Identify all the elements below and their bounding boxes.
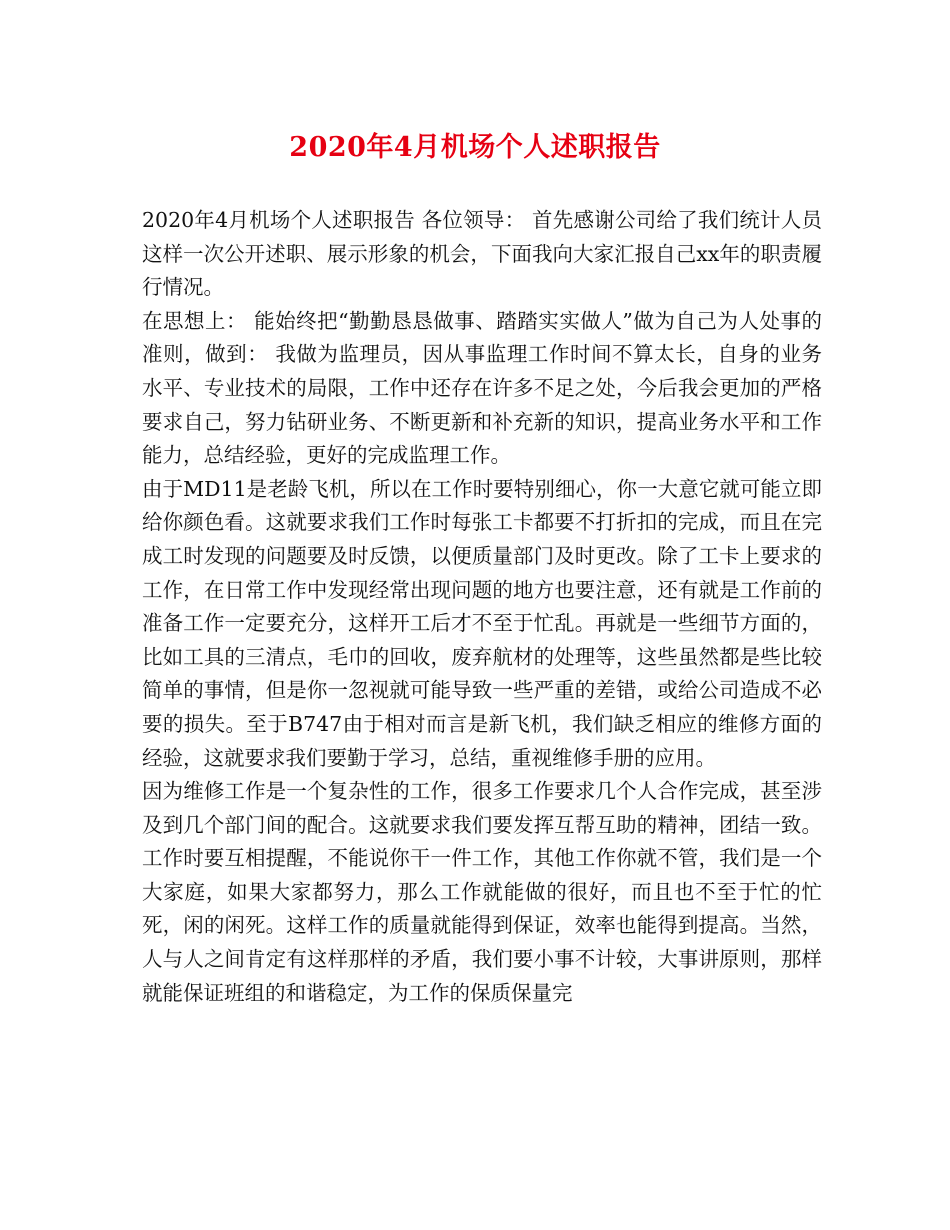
document-body	[142, 204, 822, 1010]
paragraph-teamwork: 因为维修工作是一个复杂性的工作，很多工作要求几个人合作完成，甚至涉及到几个部门间的配合。这就要求我们要发挥互帮互助的精神，团结一致。工作时要互相提醒，不能说你干一件工作，其他工作你就不管，我们是一个大家庭，如果大家都努力，那么工作就能做的很好，而且也不至于忙的忙死，闲的闲死。这样工作的质量就能得到保证，效率也能得到提高。当然，人与人之间肯定有这样那样的矛盾，我们要小事不计较，大事讲原则，那样就能保证班组的和谐稳定，为工作的保质保量完	[142, 779, 822, 1005]
paragraph-thought: 在思想上： 能始终把“勤勤恳恳做事、踏踏实实做人”做为自己为人处事的准则，做到： 我做为监理员，因从事监理工作时间不算太长，自身的业务水平、专业技术的局限，工作中还存在许多不足之处，今后我会更加的严格要求自己，努力钻研业务、不断更新和补充新的知识，提高业务水平和工作能力，总结经验，更好的完成监理工作。	[142, 308, 822, 468]
paragraph-aircraft: 由于MD11是老龄飞机，所以在工作时要特别细心，你一大意它就可能立即给你颜色看。这就要求我们工作时每张工卡都要不打折扣的完成，而且在完成工时发现的问题要及时反馈，以便质量部门及时更改。除了工卡上要求的工作，在日常工作中发现经常出现问题的地方也要注意，还有就是工作前的准备工作一定要充分，这样开工后才不至于忙乱。再就是一些细节方面的，比如工具的三清点，毛巾的回收，废弃航材的处理等，这些虽然都是些比较简单的事情，但是你一忽视就可能导致一些严重的差错，或给公司造成不必要的损失。至于B747由于相对而言是新飞机，我们缺乏相应的维修方面的经验，这就要求我们要勤于学习，总结，重视维修手册的应用。	[142, 476, 822, 770]
paragraph-intro: 2020年4月机场个人述职报告 各位领导： 首先感谢公司给了我们统计人员这样一次公开述职、展示形象的机会，下面我向大家汇报自己xx年的职责履行情况。	[142, 208, 822, 300]
document-title: 2020年4月机场个人述职报告	[289, 132, 661, 163]
